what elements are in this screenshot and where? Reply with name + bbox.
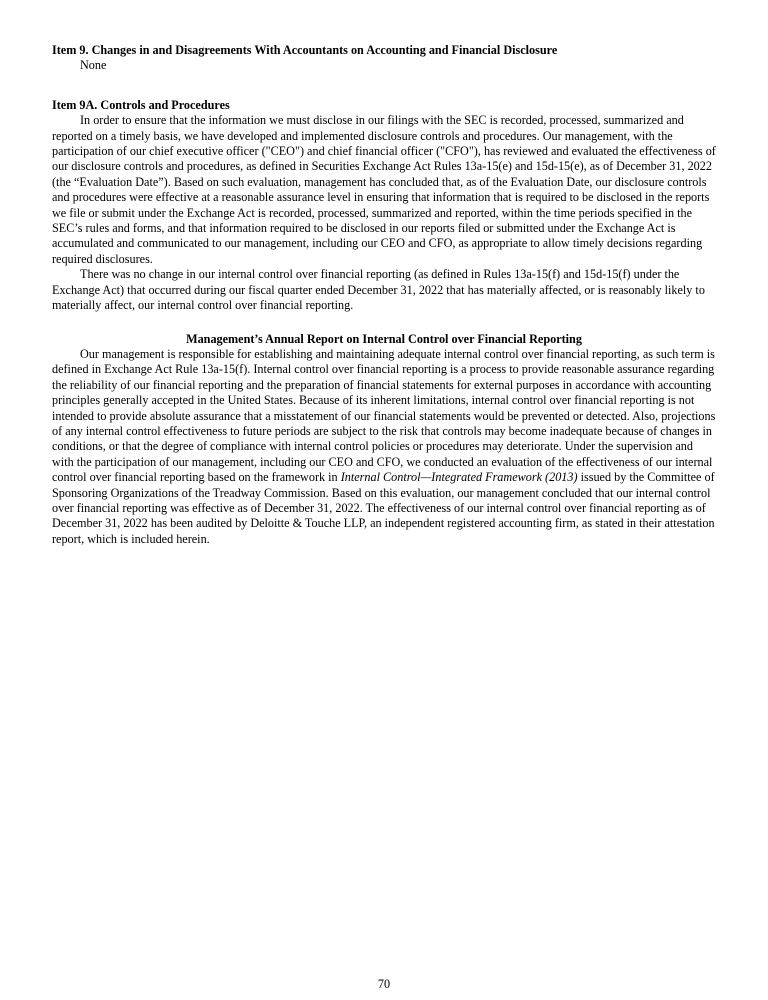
item9a-paragraph-1: In order to ensure that the information we must disclose in our filings with the SEC is recorded, processed, summarized and reported on a timely basis, we have developed and implemented disclosure controls and procedures. Our management, with the participation of our chief executive officer ("CEO") and chief financial officer ("CFO"), has reviewed and evaluated the effectiveness of our disclosure controls and procedures, as defined in Securities Exchange Act Rules 13a-15(e) and 15d-15(e), as of December 31, 2022 (the “Evaluation Date”). Based on such evaluation, management has concluded that, as of the Evaluation Date, our disclosure controls and procedures were effective at a reasonable assurance level in ensuring that information that is required to be disclosed in the reports we file or submit under the Exchange Act is recorded, processed, summarized and reported, within the time periods specified in the SEC’s rules and forms, and that information required to be disclosed in our reports filed or submitted under the Exchange Act is accumulated and communicated to our management, including our CEO and CFO, as appropriate to allow timely decisions regarding required disclosures. bbox=[52, 113, 716, 266]
page-number: 70 bbox=[377, 977, 391, 991]
item9a-heading: Item 9A. Controls and Procedures bbox=[52, 97, 230, 112]
item9-heading: Item 9. Changes in and Disagreements With Accountants on Accounting and Financial Disclosure bbox=[52, 43, 558, 57]
item9-body-none: None bbox=[80, 58, 107, 73]
item9a-paragraph-2: There was no change in our internal control over financial reporting (as defined in Rules 13a-15(f) and 15d-15(f) under the Exchange Act) that occurred during our fiscal quarter ended December 31, 2022 that has materially affected, or is reasonably likely to materially affect, our internal control over financial reporting. bbox=[52, 267, 705, 313]
management-report-text-1: Our management is responsible for establishing and maintaining adequate internal control over financial reporting, as such term is defined in Exchange Act Rule 13a-15(f). Internal control over financial reporting is a process to provide reasonable assurance regarding the reliability of our financial reporting and the preparation of financial statements for external purposes in accordance with accounting principles generally accepted in the United States. Because of its inherent limitations, internal control over financial reporting is not intended to provide absolute assurance that a misstatement of our financial statements would be prevented or detected. Also, projections of any internal control effectiveness to future periods are subject to the risk that controls may become inadequate because of changes in conditions, or that the degree of compliance with internal control policies or procedures may deteriorate. Under the supervision and with the participation of our management, including our CEO and CFO, we conducted an evaluation of the effectiveness of our internal control over financial reporting based on the framework in bbox=[52, 346, 716, 485]
management-report-text-2: issued by the Committee of Sponsoring Organizations of the Treadway Commission. Based on this evaluation, our management concluded that our internal control over financial reporting was effective as of December 31, 2022. The effectiveness of our internal control over financial reporting as of December 31, 2022 has been audited by Deloitte & Touche LLP, an independent registered accounting firm, as stated in their attestation report, which is included herein. bbox=[52, 470, 715, 546]
management-report-paragraph bbox=[52, 347, 716, 547]
management-report-heading: Management’s Annual Report on Internal Control over Financial Reporting bbox=[186, 331, 582, 346]
framework-title-italic: Internal Control—Integrated Framework (2013) bbox=[340, 470, 578, 485]
